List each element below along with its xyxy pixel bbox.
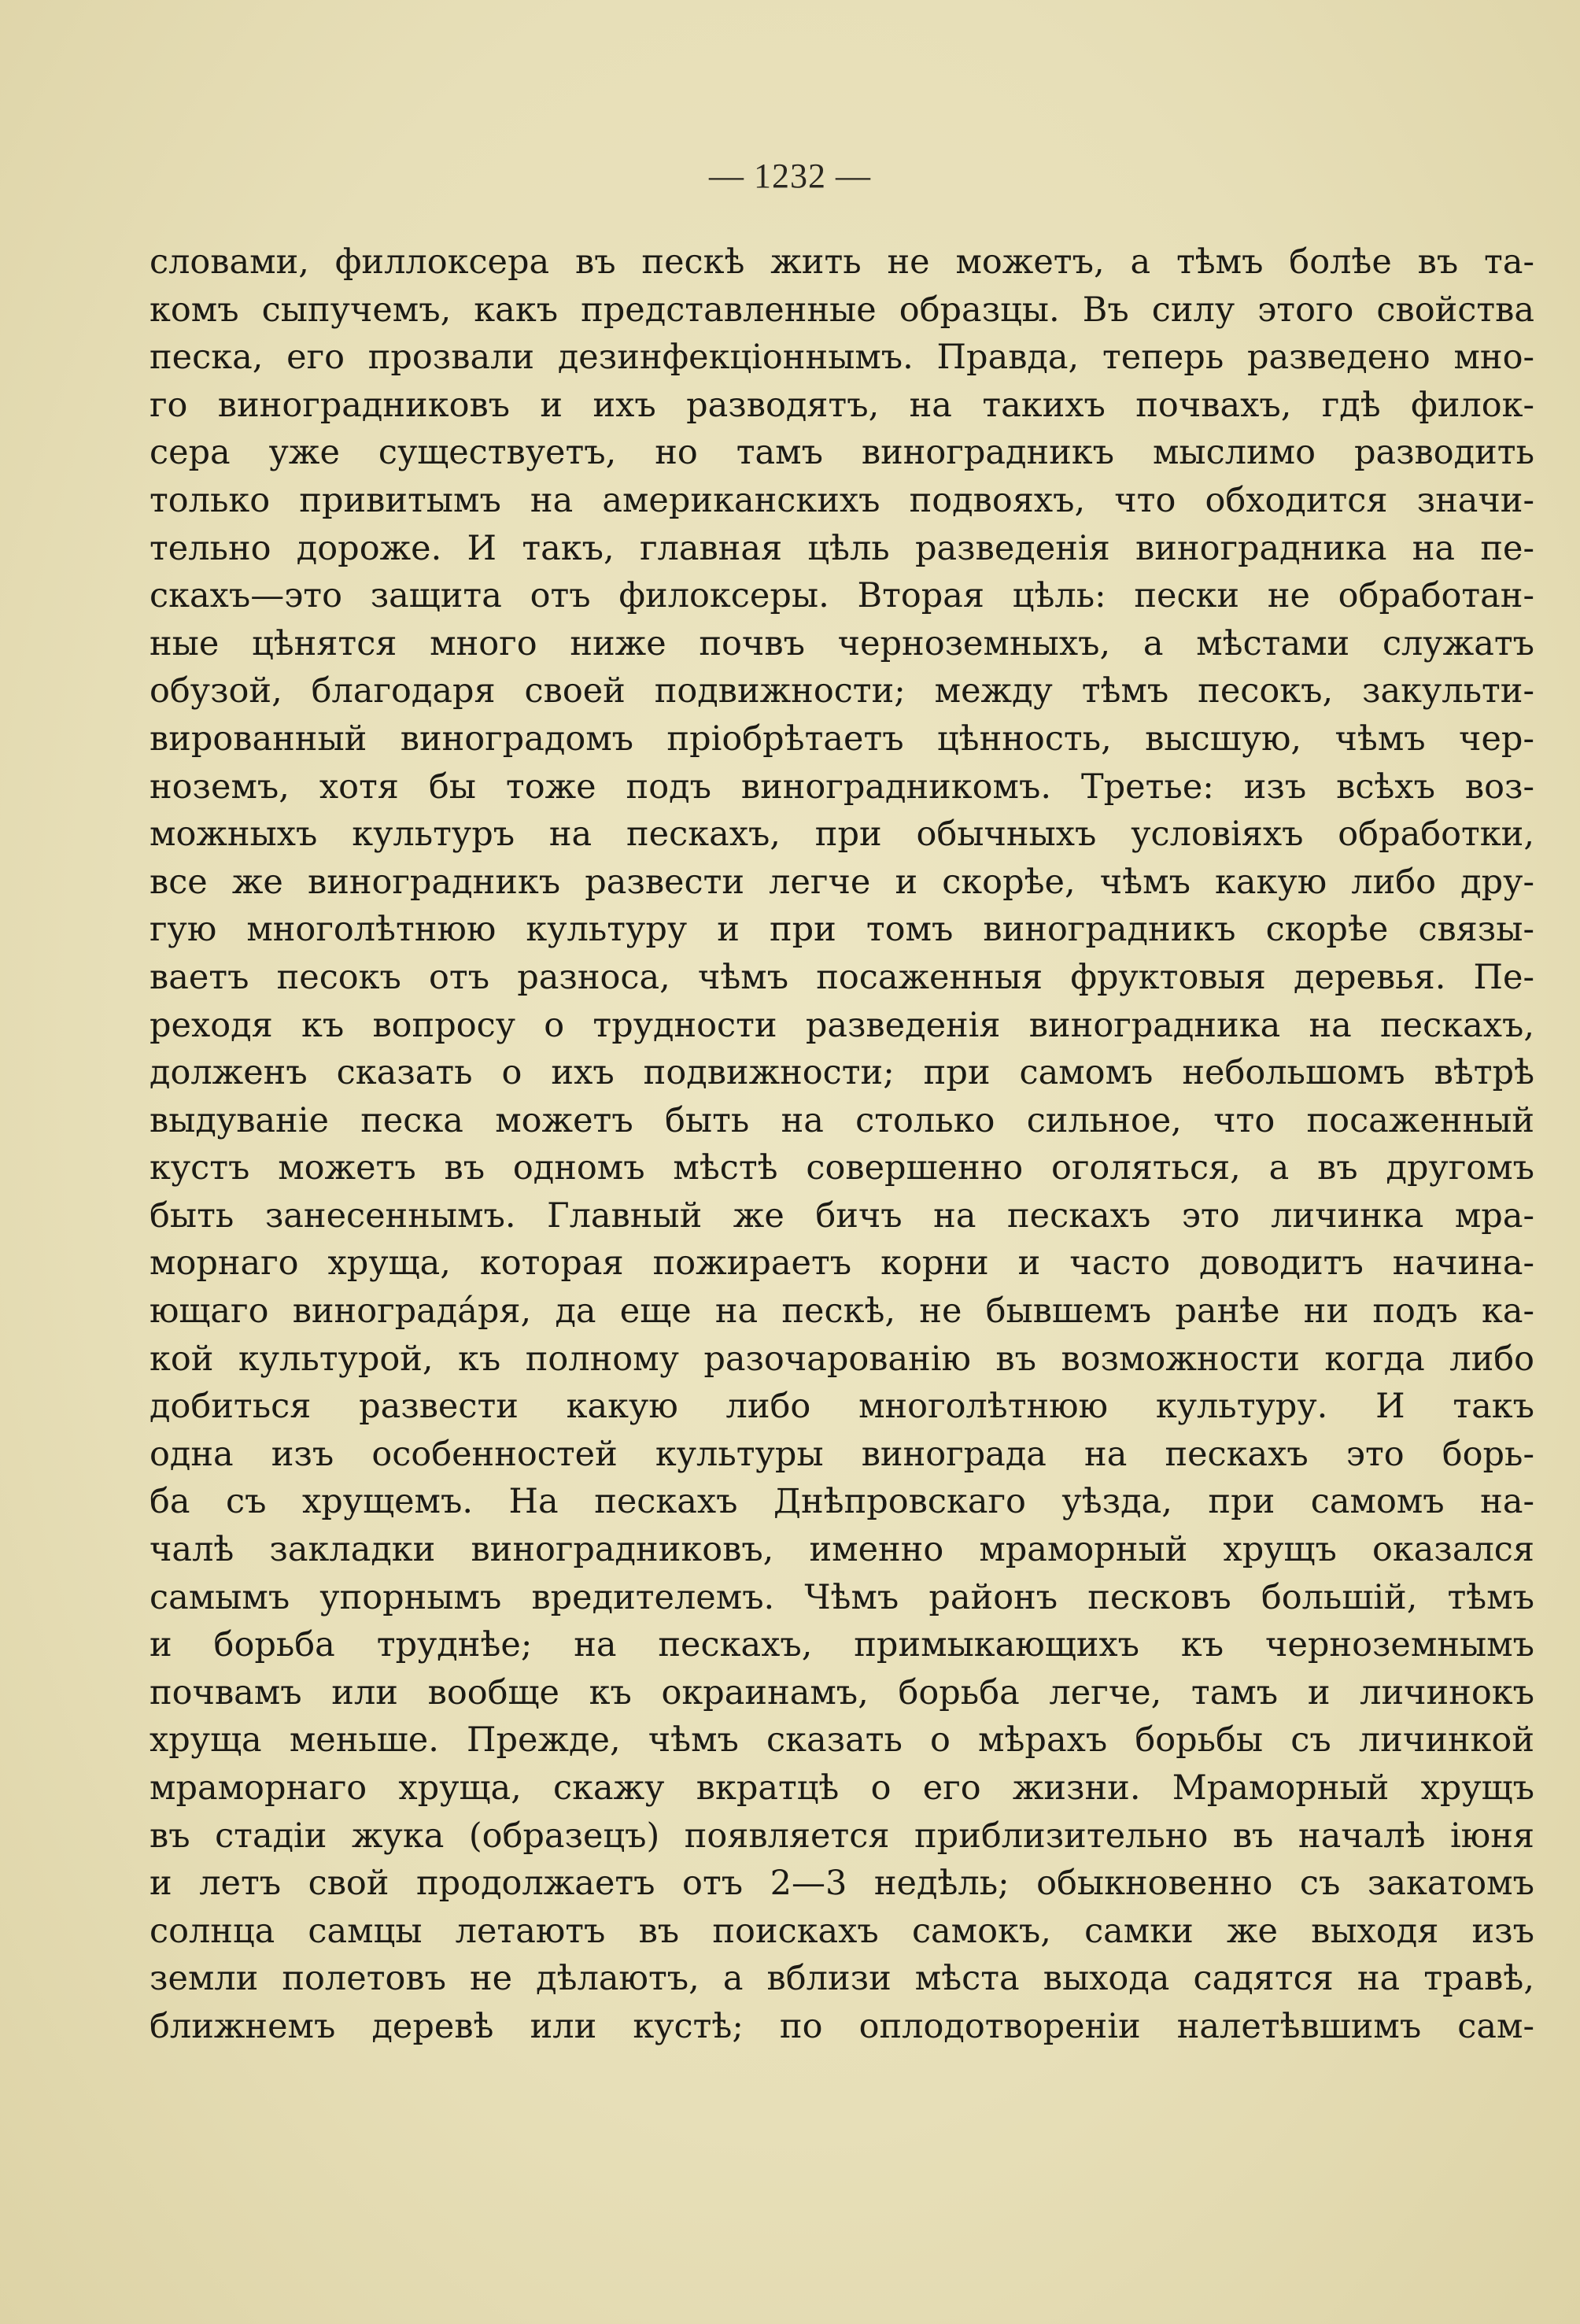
text-line: выдуваніе песка можетъ быть на столько сильное, что посаженный: [150, 1100, 1534, 1140]
text-line: добиться развести какую либо многолѣтнюю культуру. И такъ: [150, 1387, 1534, 1427]
text-line: долженъ сказать о ихъ подвижности; при самомъ небольшомъ вѣтрѣ: [150, 1053, 1534, 1093]
text-line: ваетъ песокъ отъ разноса, чѣмъ посаженныя фруктовыя деревья. Пе-: [150, 957, 1534, 997]
text-line: гую многолѣтнюю культуру и при томъ виноградникъ скорѣе связы-: [150, 910, 1534, 950]
text-line: и летъ свой продолжаетъ отъ 2—3 недѣль; обыкновенно съ закатомъ: [150, 1864, 1534, 1904]
text-line: самымъ упорнымъ вредителемъ. Чѣмъ районъ песковъ большій, тѣмъ: [150, 1577, 1534, 1617]
text-line: ба съ хрущемъ. На пескахъ Днѣпровскаго уѣзда, при самомъ на-: [150, 1482, 1534, 1522]
text-line: только привитымъ на американскихъ подвояхъ, что обходится значи-: [150, 480, 1534, 520]
page-number: — 1232 —: [709, 157, 871, 195]
text-line: песка, его прозвали дезинфекціоннымъ. Правда, теперь разведено мно-: [150, 338, 1534, 378]
text-line: одна изъ особенностей культуры винограда на пескахъ это борь-: [150, 1434, 1534, 1474]
text-line: реходя къ вопросу о трудности разведенія виноградника на пескахъ,: [150, 1005, 1534, 1045]
text-line: го виноградниковъ и ихъ разводятъ, на такихъ почвахъ, гдѣ филок-: [150, 385, 1534, 425]
text-line: можныхъ культуръ на пескахъ, при обычныхъ условіяхъ обработки,: [150, 815, 1534, 855]
text-line: кустъ можетъ въ одномъ мѣстѣ совершенно оголяться, а въ другомъ: [150, 1148, 1534, 1188]
text-line: ющаго винограда́ря, да еще на пескѣ, не бывшемъ ранѣе ни подъ ка-: [150, 1291, 1534, 1332]
body-text: [150, 238, 1534, 2051]
text-line: комъ сыпучемъ, какъ представленные образцы. Въ силу этого свойства: [150, 290, 1534, 330]
text-line: словами, филлоксера въ пескѣ жить не можетъ, а тѣмъ болѣе въ та-: [150, 242, 1534, 282]
text-line: ближнемъ деревѣ или кустѣ; по оплодотвореніи налетѣвшимъ сам-: [150, 2006, 1534, 2046]
text-line: все же виноградникъ развести легче и скорѣе, чѣмъ какую либо дру-: [150, 862, 1534, 902]
text-line: кой культурой, къ полному разочарованію въ возможности когда либо: [150, 1339, 1534, 1379]
text-line: ноземъ, хотя бы тоже подъ виноградникомъ. Третье: изъ всѣхъ воз-: [150, 767, 1534, 807]
text-line: земли полетовъ не дѣлаютъ, а вблизи мѣста выхода садятся на травѣ,: [150, 1959, 1534, 1999]
text-line: чалѣ закладки виноградниковъ, именно мраморный хрущъ оказался: [150, 1530, 1534, 1570]
text-line: сера уже существуетъ, но тамъ виноградникъ мыслимо разводить: [150, 433, 1534, 473]
text-line: и борьба труднѣе; на пескахъ, примыкающихъ къ черноземнымъ: [150, 1625, 1534, 1665]
text-line: быть занесеннымъ. Главный же бичъ на пескахъ это личинка мра-: [150, 1195, 1534, 1236]
text-line: обузой, благодаря своей подвижности; между тѣмъ песокъ, закульти-: [150, 671, 1534, 711]
text-line: солнца самцы летаютъ въ поискахъ самокъ, самки же выходя изъ: [150, 1911, 1534, 1951]
text-line: вированный виноградомъ пріобрѣтаетъ цѣнность, высшую, чѣмъ чер-: [150, 719, 1534, 759]
text-line: въ стадіи жука (образецъ) появляется приблизительно въ началѣ іюня: [150, 1816, 1534, 1856]
text-line: скахъ—это защита отъ филоксеры. Вторая цѣль: пески не обработан-: [150, 576, 1534, 616]
text-line: хруща меньше. Прежде, чѣмъ сказать о мѣрахъ борьбы съ личинкой: [150, 1720, 1534, 1761]
text-line: мраморнаго хруща, скажу вкратцѣ о его жизни. Мраморный хрущъ: [150, 1768, 1534, 1808]
text-line: тельно дороже. И такъ, главная цѣль разведенія виноградника на пе-: [150, 528, 1534, 568]
text-line: ные цѣнятся много ниже почвъ черноземныхъ, а мѣстами служатъ: [150, 623, 1534, 663]
text-line: морнаго хруща, которая пожираетъ корни и часто доводитъ начина-: [150, 1243, 1534, 1284]
text-line: почвамъ или вообще къ окраинамъ, борьба легче, тамъ и личинокъ: [150, 1672, 1534, 1713]
